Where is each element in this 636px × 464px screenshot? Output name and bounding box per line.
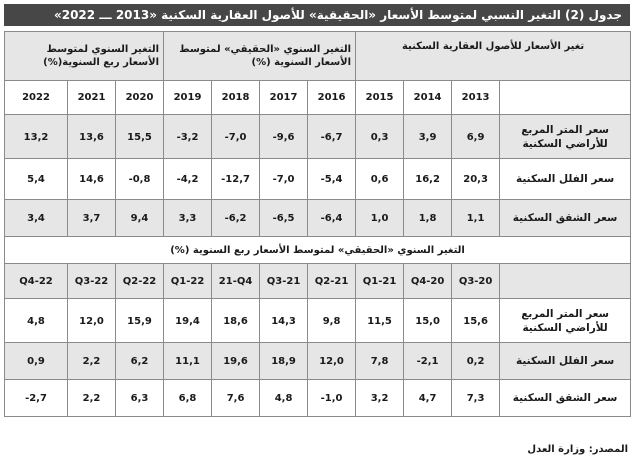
data-cell: 11,5: [367, 315, 392, 327]
data-cell: -3,2: [176, 131, 199, 143]
data-cell: 2,2: [82, 393, 101, 404]
data-cell: 0,6: [370, 174, 389, 185]
data-cell: 0,3: [370, 131, 389, 143]
data-cell: 11,1: [175, 356, 200, 367]
year-header: 2019: [164, 81, 212, 115]
data-cell: 16,2: [415, 174, 440, 185]
quarterly-title: التغير السنوي «الحقيقي» لمتوسط الأسعار ربع السنوية (%): [5, 237, 631, 264]
data-cell: -12,7: [221, 174, 250, 185]
data-cell: -7,0: [224, 131, 247, 143]
table-row: [5, 115, 631, 159]
data-cell: -2,7: [25, 393, 47, 404]
year-header: 2020: [116, 81, 164, 115]
data-cell: 15,5: [127, 131, 152, 143]
data-cell: -6,4: [320, 213, 343, 224]
quarterly-title-row: [5, 237, 631, 264]
table-row: [5, 159, 631, 200]
data-cell: 4,8: [27, 315, 45, 327]
data-cell: 2,2: [82, 356, 101, 367]
data-cell: 1,8: [418, 213, 437, 224]
row-label: سعر الفلل السكنية: [500, 159, 631, 200]
quarter-header: Q3-21: [260, 264, 308, 299]
data-cell: 3,2: [370, 393, 389, 404]
data-cell: 18,9: [271, 356, 296, 367]
year-header: 2016: [308, 81, 356, 115]
empty-corner: [500, 81, 631, 115]
data-cell: 0,2: [466, 356, 485, 367]
group-annual-header: التغير السنوي «الحقيقي» لمتوسط الأسعار السنوية (%): [164, 32, 356, 81]
data-cell: 13,2: [23, 131, 49, 143]
data-cell: 3,9: [418, 131, 437, 143]
row-label-header: تغير الأسعار للأصول العقارية السكنية: [356, 32, 631, 81]
quarter-header: Q4-22: [5, 264, 68, 299]
data-cell: 6,2: [130, 356, 149, 367]
year-header: 2014: [404, 81, 452, 115]
price-change-table: [4, 31, 631, 417]
data-cell: 9,8: [322, 315, 341, 327]
source-note: المصدر: وزارة العدل: [527, 444, 628, 455]
row-label: سعر المتر المربع للأراضي السكنية: [500, 115, 631, 159]
data-cell: -7,0: [272, 174, 295, 185]
data-cell: 0,9: [27, 356, 45, 367]
data-cell: 3,7: [82, 213, 101, 224]
quarter-header: 21-Q4: [212, 264, 260, 299]
data-cell: 15,6: [463, 315, 488, 327]
quarter-header: Q1-22: [164, 264, 212, 299]
quarters-header-row: [5, 264, 631, 299]
data-cell: 12,0: [79, 315, 104, 327]
data-cell: 18,6: [223, 315, 248, 327]
data-cell: 4,8: [274, 393, 293, 404]
data-cell: -2,1: [416, 356, 439, 367]
empty-corner: [500, 264, 631, 299]
table-title: جدول (2) التغير النسبي لمتوسط الأسعار «الحقيقية» للأصول العقارية السكنية «2013 ـــ 2022»: [4, 4, 630, 26]
year-header: 2021: [68, 81, 116, 115]
data-cell: 13,6: [79, 131, 104, 143]
data-cell: -6,2: [224, 213, 247, 224]
year-header: 2017: [260, 81, 308, 115]
group-annual-quarter-header: التغير السنوي لمتوسط الأسعار ربع السنوية(%): [5, 32, 164, 81]
data-cell: 9,4: [130, 213, 149, 224]
quarter-header: Q1-21: [356, 264, 404, 299]
group-header-row: [5, 32, 631, 81]
table-row: [5, 343, 631, 380]
data-cell: 4,7: [418, 393, 437, 404]
year-header: 2013: [452, 81, 500, 115]
quarter-header: Q2-21: [308, 264, 356, 299]
row-label: سعر المتر المربع للأراضي السكنية: [500, 299, 631, 343]
data-cell: 6,9: [466, 131, 485, 143]
data-cell: -9,6: [272, 131, 295, 143]
data-cell: 5,4: [27, 174, 45, 185]
data-cell: -4,2: [176, 174, 199, 185]
data-cell: 3,4: [27, 213, 45, 224]
data-cell: 6,8: [178, 393, 197, 404]
data-cell: 1,0: [370, 213, 389, 224]
data-cell: 14,6: [79, 174, 104, 185]
data-cell: 12,0: [319, 356, 344, 367]
data-cell: 19,6: [223, 356, 248, 367]
year-header: 2022: [5, 81, 68, 115]
data-cell: 20,3: [463, 174, 488, 185]
data-cell: 7,6: [226, 393, 245, 404]
data-cell: 6,3: [130, 393, 149, 404]
row-label: سعر الشقق السكنية: [500, 380, 631, 417]
data-cell: -6,7: [320, 131, 343, 143]
data-cell: 15,0: [415, 315, 440, 327]
row-label: سعر الفلل السكنية: [500, 343, 631, 380]
data-cell: -6,5: [272, 213, 295, 224]
year-header: 2015: [356, 81, 404, 115]
year-header: 2018: [212, 81, 260, 115]
data-cell: 14,3: [271, 315, 296, 327]
row-label: سعر الشقق السكنية: [500, 200, 631, 237]
data-cell: 1,1: [466, 213, 485, 224]
table-row: [5, 299, 631, 343]
table-row: [5, 200, 631, 237]
quarter-header: Q3-22: [68, 264, 116, 299]
data-cell: 3,3: [178, 213, 197, 224]
data-cell: 7,8: [370, 356, 389, 367]
data-cell: -0,8: [128, 174, 151, 185]
data-cell: 19,4: [175, 315, 200, 327]
years-header-row: [5, 81, 631, 115]
quarter-header: Q3-20: [452, 264, 500, 299]
data-cell: -1,0: [320, 393, 343, 404]
quarter-header: Q4-20: [404, 264, 452, 299]
quarter-header: Q2-22: [116, 264, 164, 299]
data-cell: 15,9: [127, 315, 152, 327]
table-row: [5, 380, 631, 417]
data-cell: -5,4: [320, 174, 343, 185]
data-cell: 7,3: [466, 393, 485, 404]
